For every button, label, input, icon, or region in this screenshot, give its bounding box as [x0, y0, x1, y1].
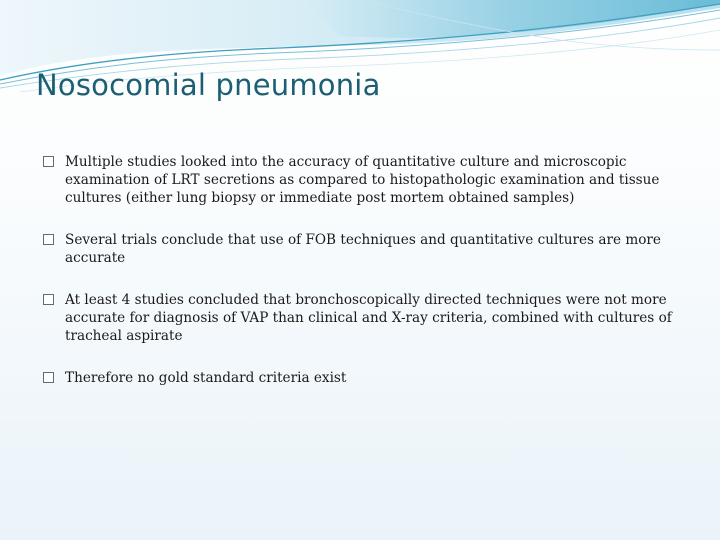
- bullet-item: [43, 369, 683, 387]
- square-bullet-icon: [43, 372, 54, 383]
- square-bullet-icon: [43, 294, 54, 305]
- slide-title: Nosocomial pneumonia: [36, 68, 381, 102]
- bullet-item: [43, 231, 683, 267]
- bullet-text: Several trials conclude that use of FOB techniques and quantitative cultures are more accurate: [65, 232, 661, 266]
- bullet-text: Therefore no gold standard criteria exist: [65, 370, 347, 386]
- square-bullet-icon: [43, 234, 54, 245]
- bullet-list: [43, 153, 683, 411]
- square-bullet-icon: [43, 156, 54, 167]
- bullet-text: At least 4 studies concluded that bronchoscopically directed techniques were not more accurate for diagnosis of VAP than clinical and X-ray criteria, combined with cultures of tracheal aspirate: [65, 292, 672, 344]
- bullet-text: Multiple studies looked into the accuracy of quantitative culture and microscopic examination of LRT secretions as compared to histopathologic examination and tissue cultures (either lung biopsy or immediate post mortem obtained samples): [65, 154, 660, 206]
- bullet-item: [43, 291, 683, 345]
- bullet-item: [43, 153, 683, 207]
